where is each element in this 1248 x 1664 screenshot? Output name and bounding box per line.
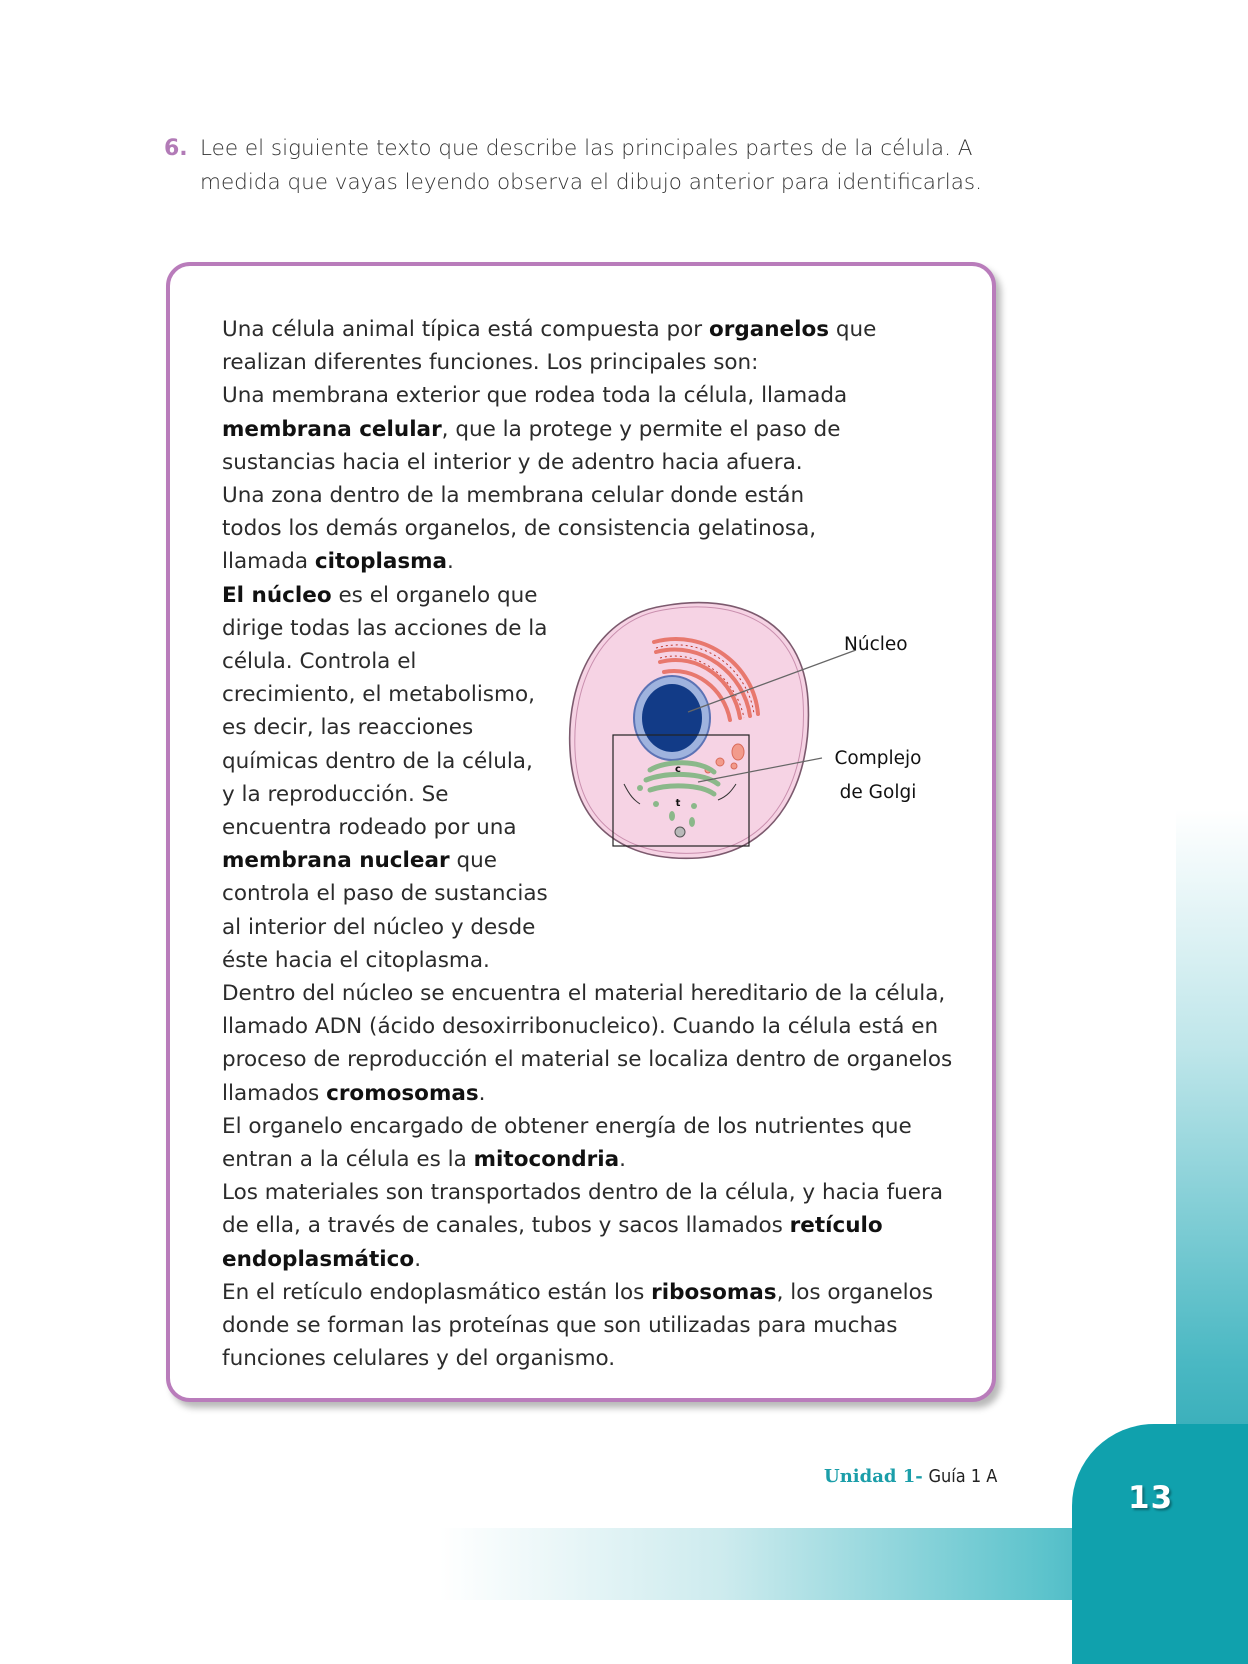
term-el-nucleo: El núcleo (222, 582, 332, 608)
question-6 (164, 132, 994, 200)
term-membrana-celular: membrana celular (222, 416, 442, 442)
paragraph-reticulum: Los materiales son transportados dentro de la célula, y hacia fuera de ella, a través de canales, tubos y sacos llamados retículo endoplasmático. (222, 1180, 944, 1272)
paragraph-nucleus: El núcleo es el organelo que dirige todas las acciones de la célula. Controla el crecimiento, el metabolismo, es decir, las reacciones químicas dentro de la célula, y la reproducción. Se encuentra rodeado por una membrana nuclear que controla el paso de sustancias al interior del núcleo y desde éste hacia el citoplasma. (222, 582, 548, 973)
page-number-tab (1072, 1424, 1248, 1664)
term-ribosomas: ribosomas (651, 1279, 777, 1305)
paragraph-organelles: Una célula animal típica está compuesta por organelos que realizan diferentes funciones. Los principales son: (222, 317, 877, 376)
term-citoplasma: citoplasma (314, 549, 448, 575)
paragraph-mitochondria: El organelo encargado de obtener energía de los nutrientes que entran a la célula es la mitocondria. (222, 1113, 912, 1173)
label-nucleus: Núcleo (844, 634, 908, 655)
nucleus-shape (642, 684, 702, 752)
golgi-mark-t: t (675, 798, 681, 809)
footer-unit: Unidad 1- (824, 1466, 923, 1487)
paragraph-ribosomes: En el retículo endoplasmático están los ribosomas, los organelos donde se forman las proteínas que son utilizadas para muchas funciones celulares y del organismo. (222, 1279, 934, 1372)
term-membrana-nuclear: membrana nuclear (222, 848, 450, 874)
question-text: Lee el siguiente texto que describe las principales partes de la célula. A medida que vayas leyendo observa el dibujo anterior para identificarlas. (200, 136, 982, 195)
paragraph-cell-membrane: Una membrana exterior que rodea toda la célula, llamada membrana celular, que la protege y permite el paso de sustancias hacia el interior y de adentro hacia afuera. (222, 383, 848, 475)
label-golgi: Complejo de Golgi (834, 748, 922, 803)
question-number: 6. (164, 136, 188, 161)
golgi-mark-c: c (675, 764, 681, 775)
page-number: 13 (1128, 1480, 1174, 1516)
paragraph-cytoplasm: Una zona dentro de la membrana celular donde están todos los demás organelos, de consistencia gelatinosa, llamada citoplasma. (222, 483, 817, 575)
term-organelos: organelos (708, 317, 830, 342)
term-reticulo-endoplasmatico: retículo endoplasmático (222, 1213, 883, 1272)
term-mitocondria: mitocondria (473, 1147, 620, 1173)
term-cromosomas: cromosomas (326, 1080, 479, 1106)
footer-guide: Guía 1 A (928, 1466, 998, 1487)
footer-unit-guide (824, 1466, 997, 1487)
paragraph-dna: Dentro del núcleo se encuentra el material hereditario de la célula, llamado ADN (ácido desoxirribonucleico). Cuando la célula está en proceso de reproducción el material se localiza dentro de organelos llamados cromosomas. (222, 981, 953, 1106)
